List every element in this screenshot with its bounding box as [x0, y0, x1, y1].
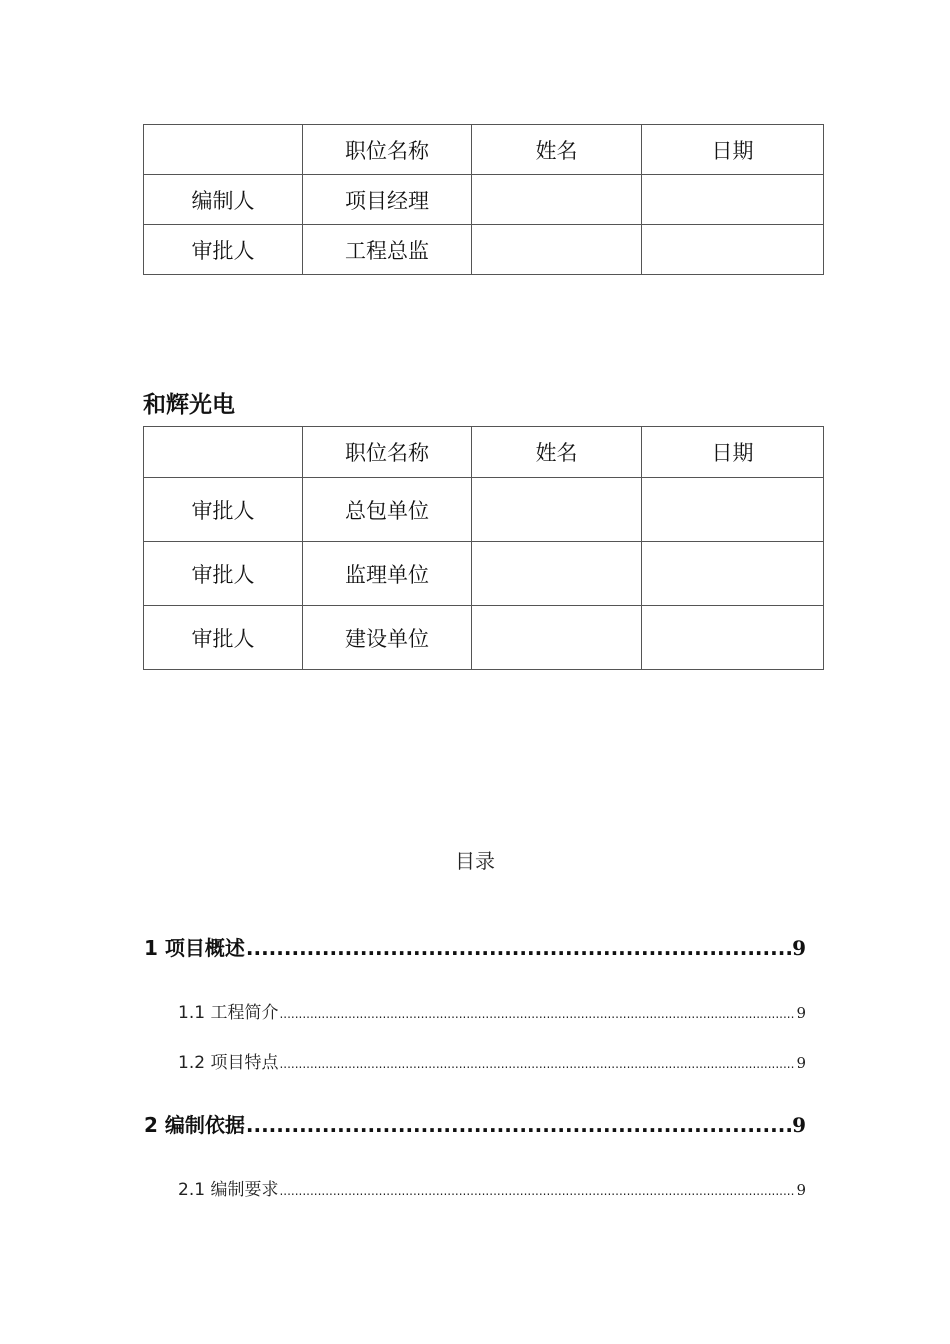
table-header-row [144, 125, 824, 175]
position-cell: 监理单位 [303, 542, 472, 606]
name-cell [472, 175, 642, 225]
approval-table-1 [143, 124, 824, 275]
toc-entry[interactable] [178, 998, 806, 1023]
toc-entry-page: 9 [792, 936, 806, 960]
name-cell [472, 225, 642, 275]
toc-entry-label: 2.1 编制要求 [178, 1180, 279, 1200]
date-cell [642, 606, 824, 670]
date-cell [642, 478, 824, 542]
toc-entry[interactable] [144, 932, 806, 961]
header-cell [144, 125, 303, 175]
role-cell: 审批人 [144, 478, 303, 542]
header-cell [144, 427, 303, 478]
toc-entry-page: 9 [796, 1054, 806, 1072]
table-row [144, 175, 824, 225]
position-cell: 总包单位 [303, 478, 472, 542]
approval-table-2 [143, 426, 824, 670]
toc-entry-label: 1.1 工程简介 [178, 1003, 279, 1023]
date-cell [642, 542, 824, 606]
toc-entry[interactable] [178, 1048, 806, 1073]
toc-entry-page: 9 [792, 1113, 806, 1137]
toc-entry-label: 2 编制依据 [144, 1113, 245, 1137]
role-cell: 审批人 [144, 606, 303, 670]
toc-leader-dots [246, 1113, 791, 1137]
table-row [144, 478, 824, 542]
toc-entry-page: 9 [796, 1181, 806, 1199]
header-cell: 职位名称 [303, 125, 472, 175]
role-cell: 审批人 [144, 542, 303, 606]
table-row [144, 606, 824, 670]
header-cell: 姓名 [472, 125, 642, 175]
header-cell: 姓名 [472, 427, 642, 478]
header-cell: 职位名称 [303, 427, 472, 478]
toc-entry-page: 9 [796, 1004, 806, 1022]
name-cell [472, 606, 642, 670]
toc-entry[interactable] [144, 1109, 806, 1138]
table-row [144, 542, 824, 606]
toc-entry[interactable] [178, 1175, 806, 1200]
toc-leader-dots [279, 1184, 795, 1198]
toc-leader-dots [279, 1007, 795, 1021]
header-cell: 日期 [642, 125, 824, 175]
toc-title: 目录 [455, 849, 495, 873]
toc-leader-dots [246, 936, 791, 960]
toc-entry-label: 1.2 项目特点 [178, 1053, 279, 1073]
role-cell: 编制人 [144, 175, 303, 225]
name-cell [472, 542, 642, 606]
position-cell: 项目经理 [303, 175, 472, 225]
position-cell: 工程总监 [303, 225, 472, 275]
role-cell: 审批人 [144, 225, 303, 275]
company-heading: 和辉光电 [143, 392, 235, 418]
toc-leader-dots [279, 1057, 795, 1071]
date-cell [642, 225, 824, 275]
name-cell [472, 478, 642, 542]
table-row [144, 225, 824, 275]
table-header-row [144, 427, 824, 478]
header-cell: 日期 [642, 427, 824, 478]
position-cell: 建设单位 [303, 606, 472, 670]
date-cell [642, 175, 824, 225]
toc-entry-label: 1 项目概述 [144, 936, 245, 960]
